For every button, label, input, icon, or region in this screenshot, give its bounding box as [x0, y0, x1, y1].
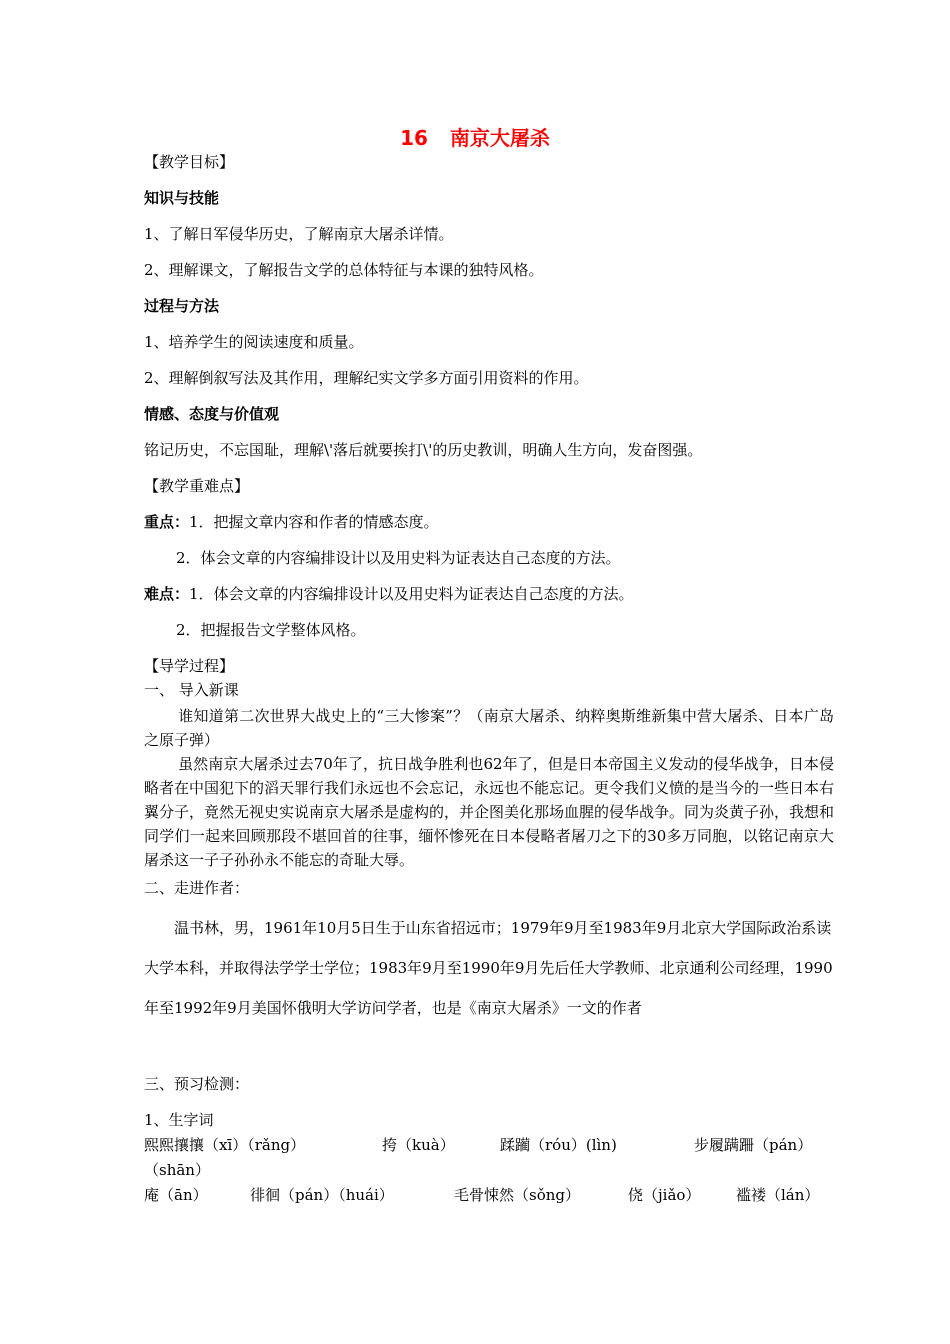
vocab-word: 褴褛（lán） — [736, 1186, 820, 1204]
process-item-1: 1、培养学生的阅读速度和质量。 — [144, 333, 364, 351]
vocab-word: 徘徊（pán）（huái） — [250, 1186, 394, 1204]
vocab-word: 熙熙攘攘（xī）（rǎng） — [144, 1136, 306, 1154]
section2-heading: 二、走进作者： — [144, 879, 250, 897]
guide-heading: 【导学过程】 — [144, 657, 235, 675]
section1-para1-text: 谁知道第二次世界大战史上的“三大惨案”？（南京大屠杀、纳粹奥斯维新集中营大屠杀、日本广岛之原子弹） — [144, 707, 834, 749]
focus-line-1 — [144, 510, 439, 534]
vocab-word: 庵（ān） — [144, 1186, 208, 1204]
emotion-heading: 情感、态度与价值观 — [144, 405, 280, 423]
lesson-number: 16 — [400, 126, 428, 150]
focus-item-1: 1．把握文章内容和作者的情感态度。 — [189, 513, 439, 531]
section1-paragraph-2 — [144, 752, 834, 872]
lesson-title: 南京大屠杀 — [449, 126, 550, 150]
vocab-word: 侥（jiǎo） — [628, 1186, 701, 1204]
vocab-subheading: 1、生字词 — [144, 1111, 214, 1129]
section1-paragraph-1 — [144, 704, 834, 752]
process-item-2: 2、理解倒叙写法及其作用，理解纪实文学多方面引用资料的作用。 — [144, 369, 589, 387]
difficulty-item-2: 2．把握报告文学整体风格。 — [176, 621, 366, 639]
vocab-word: 毛骨悚然（sǒng） — [454, 1186, 580, 1204]
section1-para2-text: 虽然南京大屠杀过去70年了，抗日战争胜利也62年了，但是日本帝国主义发动的侵华战争，日本侵略者在中国犯下的滔天罪行我们永远也不会忘记，永远也不能忘记。更令我们义愤的是当今的一些日本右翼分子，竟然无视史实说南京大屠杀是虚构的，并企图美化那场血腥的侵华战争。同为炎黄子孙，我想和同学们一起来回顾那段不堪回首的往事，缅怀惨死在日本侵略者屠刀之下的30多万同胞，以铭记南京大屠杀这一子子孙孙永不能忘的奇耻大辱。 — [144, 755, 835, 869]
difficulty-item-1: 1．体会文章的内容编排设计以及用史料为证表达自己态度的方法。 — [189, 585, 634, 603]
objectives-heading: 【教学目标】 — [144, 153, 235, 171]
emotion-text: 铭记历史，不忘国耻，理解\'落后就要挨打\'的历史教训，明确人生方向，发奋图强。 — [144, 441, 703, 459]
section3-heading: 三、预习检测： — [144, 1075, 250, 1093]
process-heading: 过程与方法 — [144, 297, 220, 315]
section1-heading: 一、 导入新课 — [144, 681, 239, 699]
author-text: 温书林，男，1961年10月5日生于山东省招远市；1979年9月至1983年9月北京大学国际政治系读大学本科，并取得法学学士学位；1983年9月至1990年9月先后任大学教师、北京通利公司经理，1990年至1992年9月美国怀俄明大学访问学者，也是《南京大屠杀》一文的作者 — [144, 919, 833, 1017]
difficulty-line-1 — [144, 582, 634, 606]
keypoints-heading: 【教学重难点】 — [144, 477, 250, 495]
focus-item-2: 2．体会文章的内容编排设计以及用史料为证表达自己态度的方法。 — [176, 549, 621, 567]
vocab-word: 步履蹒跚（pán） — [694, 1136, 813, 1154]
vocab-word: 蹂躏（róu）(lìn) — [500, 1136, 617, 1154]
difficulty-label: 难点： — [144, 585, 190, 603]
knowledge-heading: 知识与技能 — [144, 189, 220, 207]
knowledge-item-2: 2、理解课文，了解报告文学的总体特征与本课的独特风格。 — [144, 261, 544, 279]
vocab-row-1-wrap: （shān） — [144, 1161, 210, 1179]
vocab-word: 挎（kuà） — [382, 1136, 455, 1154]
page-title — [0, 124, 950, 152]
author-paragraph — [144, 908, 834, 1028]
knowledge-item-1: 1、了解日军侵华历史，了解南京大屠杀详情。 — [144, 225, 454, 243]
focus-label: 重点： — [144, 513, 190, 531]
